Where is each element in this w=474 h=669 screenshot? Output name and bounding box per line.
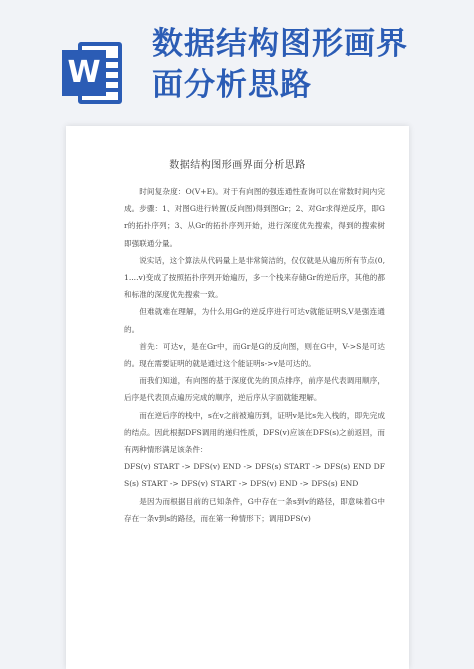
- paragraph-1: 时间复杂度：O(V+E)。对于有向图的强连通性查询可以在常数时间内完成。步骤：1、对图G进行转置(反向图)得到图Gr；2、对Gr求得逆反序，即Gr的拓扑序列；3、从Gr的拓扑序列开始，进行深度优先搜索，得到的搜索树即强联通分量。: [124, 187, 385, 248]
- page-title: [152, 24, 452, 106]
- paragraph-5: 而我们知道，有向图的基于深度优先的顶点排序，前序是代表调用顺序，后序是代表顶点遍历完成的顺序，逆后序从字面就能理解。: [124, 376, 385, 403]
- word-letter-badge: W: [62, 50, 106, 96]
- document-title: 数据结构图形画界面分析思路: [169, 160, 306, 171]
- paragraph-7: DFS(v) START -> DFS(v) END -> DFS(s) START -> DFS(s) END DFS(s) START -> DFS(v) START -> DFS(v) END -> DFS(s) END: [124, 462, 385, 489]
- paragraph-4: 首先：可达v，是在Gr中，而Gr是G的反向图，则在G中，V->S是可达的。现在需要证明的就是通过这个能证明s->v是可达的。: [124, 341, 385, 369]
- page-title-line-1: 数据结构图形画界: [152, 26, 408, 62]
- paragraph-8: 是因为而根据目前的已知条件，G中存在一条s到v的路径，即意味着G中存在一条v到s的路径，而在第一种情形下；调用DFS(v): [124, 496, 385, 523]
- page-title-line-2: 面分析思路: [152, 67, 312, 103]
- paragraph-2: 说实话，这个算法从代码量上是非常简洁的，仅仅就是从遍历所有节点(0,1....v)变成了按照拓扑序列开始遍历，多一个栈来存储Gr的逆后序，其他的都和标准的深度优先搜索一致。: [124, 255, 385, 300]
- paragraph-3: 但难就难在理解，为什么用Gr的逆反序进行可达v就能证明S,V是强连通的。: [124, 307, 385, 334]
- document-page[interactable]: [66, 126, 409, 669]
- paragraph-6: 而在逆后序的栈中，s在v之前被遍历到，证明v是比s先入栈的，即先完成的结点。因此根据DFS调用的递归性质，DFS(v)应该在DFS(s)之前返回，而有两种情形满足该条件：: [124, 410, 385, 455]
- header-banner: [0, 0, 474, 125]
- word-document-icon: [58, 38, 130, 110]
